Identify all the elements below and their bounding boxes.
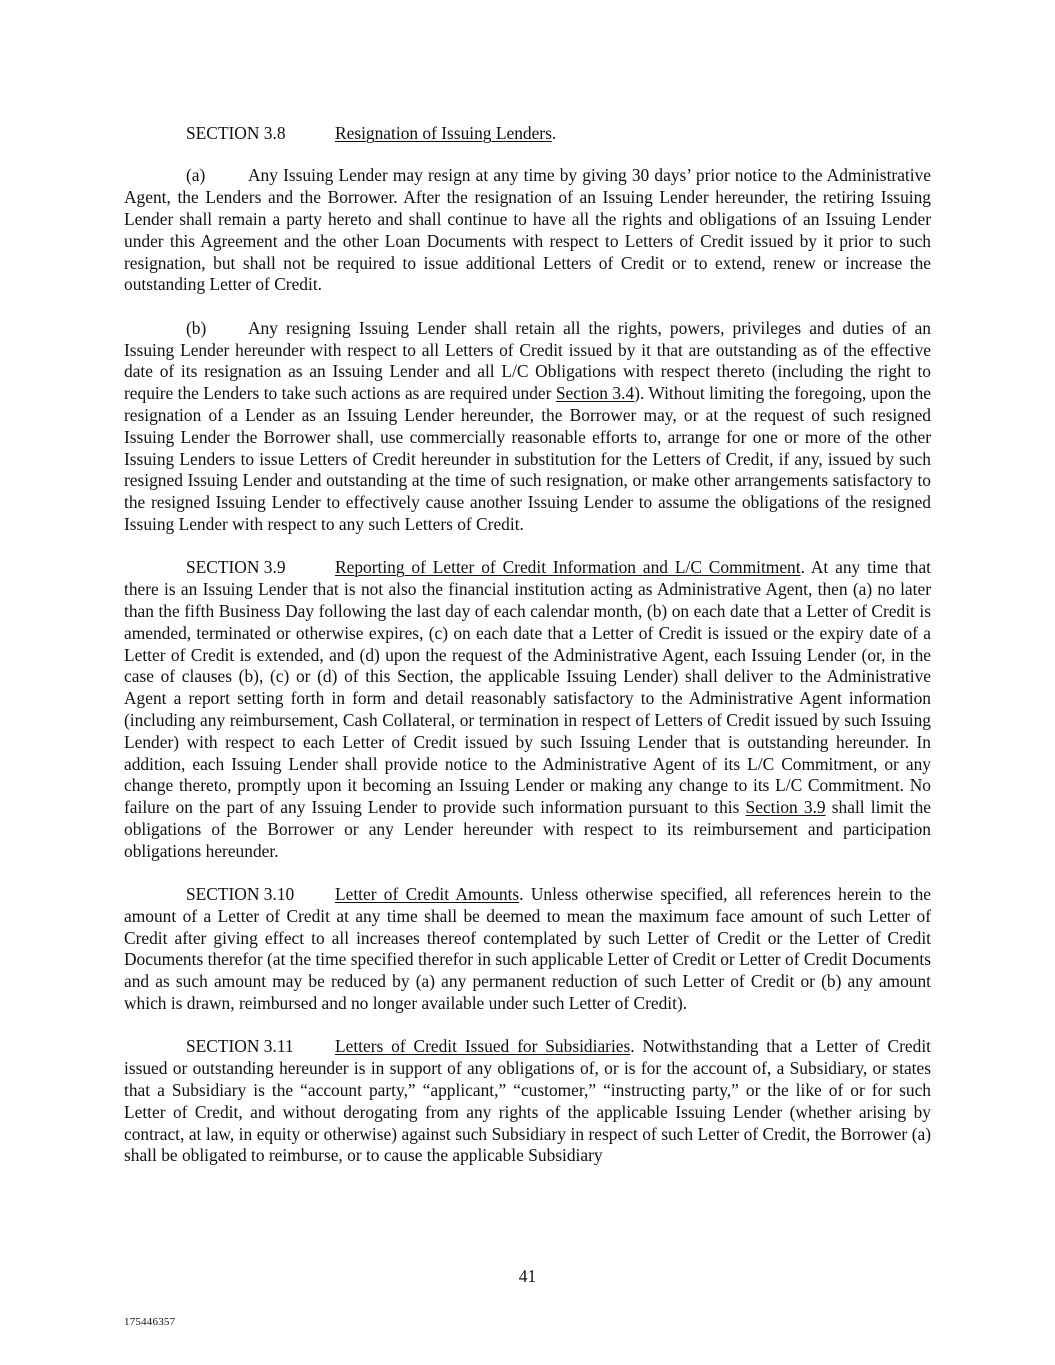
section-title: Letter of Credit Amounts bbox=[335, 884, 520, 905]
paragraph-text: ). Without limiting the foregoing, upon the resignation of a Lender as an Issuing Lender hereunder, the Borrower may, or at the request of such resigned Issuing Lender the Borrower shall, use commercially reasonable efforts to, arrange for one or more of the other Issuing Lenders to issue Letters of Credit hereunder in substitution for the Letters of Credit, if any, issued by such resigned Issuing Lender and outstanding at the time of such resignation, or make other arrangements satisfactory to the resigned Issuing Lender to effectively cause another Issuing Lender to assume the obligations of the resigned Issuing Lender with respect to any such Letters of Credit. bbox=[124, 383, 932, 534]
section-number: SECTION 3.9 bbox=[186, 557, 286, 578]
paragraph-text: Any Issuing Lender may resign at any time by giving 30 days’ prior notice to the Administrative Agent, the Lenders and the Borrower. After the resignation of an Issuing Lender hereunder, the retiring Issuing Lender shall remain a party hereto and shall continue to have all the rights and obligations of an Issuing Lender under this Agreement and the other Loan Documents with respect to Letters of Credit issued by it prior to such resignation, but shall not be required to issue additional Letters of Credit or to extend, renew or increase the outstanding Letter of Credit. bbox=[124, 165, 931, 295]
section-number: SECTION 3.8 bbox=[186, 123, 286, 143]
section-3-10 bbox=[124, 884, 931, 1015]
section-title-period: . bbox=[551, 123, 557, 143]
page-number: 41 bbox=[518, 1266, 537, 1286]
section-title: Letters of Credit Issued for Subsidiaries bbox=[335, 1036, 631, 1057]
paragraph-text: . Notwithstanding that a Letter of Credit issued or outstanding hereunder is in support of any obligations of, or is for the account of, a Subsidiary, or states that a Subsidiary is the “account party,” “applicant,” “customer,” “instructing party,” or the like of or for such Letter of Credit, and without derogating from any rights of the applicable Issuing Lender (whether arising by contract, at law, in equity or otherwise) against such Subsidiary in respect of such Letter of Credit, the Borrower (a) shall be obligated to reimburse, or to cause the applicable Subsidiary bbox=[124, 1036, 931, 1166]
clause-marker: (a) bbox=[186, 165, 206, 186]
section-title: Reporting of Letter of Credit Information and L/C Commitment bbox=[335, 557, 801, 578]
paragraph-text: . At any time that there is an Issuing Lender that is not also the financial institution acting as Administrative Agent, then (a) no later than the fifth Business Day following the last day of each calendar month, (b) on each date that a Letter of Credit is amended, terminated or otherwise expires, (c) on each date that a Letter of Credit is issued or the expiry date of a Letter of Credit is extended, and (d) upon the request of the Administrative Agent, each Issuing Lender (or, in the case of clauses (b), (c) or (d) of this Section, the applicable Issuing Lender) shall deliver to the Administrative Agent a report setting forth in form and detail reasonably satisfactory to the Administrative Agent information (including any reimbursement, Cash Collateral, or termination in respect of Letters of Credit issued by such Issuing Lender) with respect to each Letter of Credit issued by such Issuing Lender that is outstanding hereunder. In addition, each Issuing Lender shall provide notice to the Administrative Agent of its L/C Commitment, or any change thereto, promptly upon it becoming an Issuing Lender or making any change to its L/C Commitment. No failure on the part of any Issuing Lender to provide such information pursuant to this bbox=[124, 557, 931, 818]
section-reference: Section 3.4 bbox=[555, 383, 635, 404]
document-page bbox=[124, 123, 931, 1189]
section-3-9 bbox=[124, 557, 931, 862]
document-id: 175446357 bbox=[124, 1316, 176, 1328]
section-number: SECTION 3.10 bbox=[186, 884, 295, 905]
section-3-8-paragraph-a bbox=[124, 165, 931, 296]
section-number: SECTION 3.11 bbox=[186, 1036, 294, 1057]
section-reference: Section 3.9 bbox=[745, 797, 826, 818]
paragraph-text: . Unless otherwise specified, all references herein to the amount of a Letter of Credit at any time shall be deemed to mean the maximum face amount of such Letter of Credit after giving effect to all increases thereof contemplated by such Letter of Credit or the Letter of Credit Documents therefor (at the time specified therefor in such applicable Letter of Credit or Letter of Credit Documents and as such amount may be reduced by (a) any permanent reduction of such Letter of Credit or (b) any amount which is drawn, reimbursed and no longer available under such Letter of Credit). bbox=[124, 884, 931, 1014]
section-3-11 bbox=[124, 1036, 931, 1167]
paragraph-text: Any resigning Issuing Lender shall retain all the rights, powers, privileges and duties of an Issuing Lender hereunder with respect to all Letters of Credit issued by it that are outstanding as of the effective date of its resignation as an Issuing Lender and all L/C Obligations with respect thereto (including the right to require the Lenders to take such actions as are required under bbox=[124, 317, 931, 404]
paragraph-text: shall limit the obligations of the Borrower or any Lender hereunder with respect to its reimbursement and participation obligations hereunder. bbox=[124, 797, 932, 861]
section-title: Resignation of Issuing Lenders bbox=[335, 123, 552, 143]
section-3-8-heading bbox=[124, 123, 931, 145]
clause-marker: (b) bbox=[186, 317, 207, 338]
section-3-8-paragraph-b bbox=[124, 318, 931, 536]
